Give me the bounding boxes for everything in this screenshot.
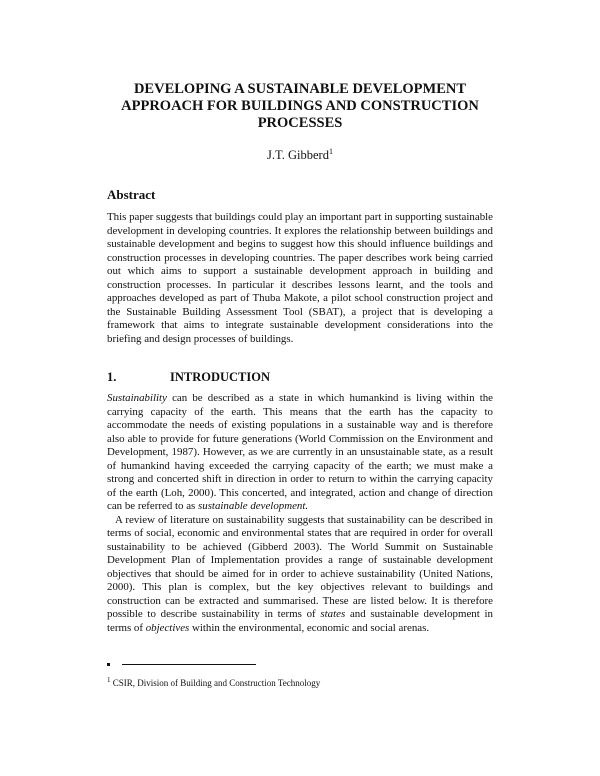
footnote [107,675,493,689]
section-title: INTRODUCTION [170,370,271,384]
intro-paragraph-2: A review of literature on sustainability suggests that sustainability can be described in terms of social, economic and environmental states that are required in order for overall sustainability to be achieved (Gibberd 2003). The World Summit on Sustainable Development Plan of Implementation provides a range of sustainable development objectives that should be aimed for in order to achieve sustainability (United Nations, 2000). This plan is complex, but the key objectives relevant to buildings and construction can be extracted and summarised. These are listed below. It is therefore possible to describe sustainability in terms of states and sustainable development in terms of objectives within the environmental, economic and social arenas. [107,513,493,634]
term-states: states [320,608,346,620]
term-sustainable-development: sustainable development. [198,500,309,512]
abstract-heading: Abstract [107,187,156,202]
abstract-text: This paper suggests that buildings could play an important part in supporting sustainable development in developing countries. It explores the relationship between buildings and sustainable development and begins to suggest how this should influence buildings and construction processes in developing countries. The paper describes work being carried out which aims to support a sustainable development approach in building and construction processes. In particular it describes lessons learnt, and the tools and approaches developed as part of Thuba Makote, a pilot school construction project and the Sustainable Building Assessment Tool (SBAT), a project that is developing a framework that aims to integrate sustainable development considerations into the briefing and design processes of buildings. [107,211,493,345]
author-footnote-mark: 1 [328,147,333,156]
author-line [200,147,400,163]
footnote-area [107,659,493,689]
author-name: J.T. Gibberd [267,148,329,163]
intro-paragraph-1: Sustainability can be described as a state in which humankind is living within the carrying capacity of the earth. This means that the earth has the capacity to accommodate the needs of existing populations in a sustainable way and is therefore also able to provide for future generations (World Commission on the Environment and Development, 1987). However, as we are currently in an unsustainable state, as a result of humankind having exceeded the carrying capacity of the earth; we must make a strong and concerted shift in direction in order to return to within the carrying capacity of the earth (Loh, 2000). This concerted, and integrated, action and change of direction can be referred to as sustainable development. [107,392,493,512]
footnote-separator [107,659,493,669]
term-objectives: objectives [145,621,190,634]
section-number: 1. [107,370,117,384]
footnote-rule-line [122,664,256,665]
paper-title: DEVELOPING A SUSTAINABLE DEVELOPMENT APPROACH FOR BUILDINGS AND CONSTRUCTION PROCESSES [121,81,479,131]
introduction-body [107,392,493,635]
footnote-mark: 1 [107,676,111,684]
footnote-text: CSIR, Division of Building and Construction Technology [110,678,321,688]
section-heading [107,370,270,385]
term-sustainability: Sustainability [107,392,167,404]
bullet-icon [107,663,110,666]
